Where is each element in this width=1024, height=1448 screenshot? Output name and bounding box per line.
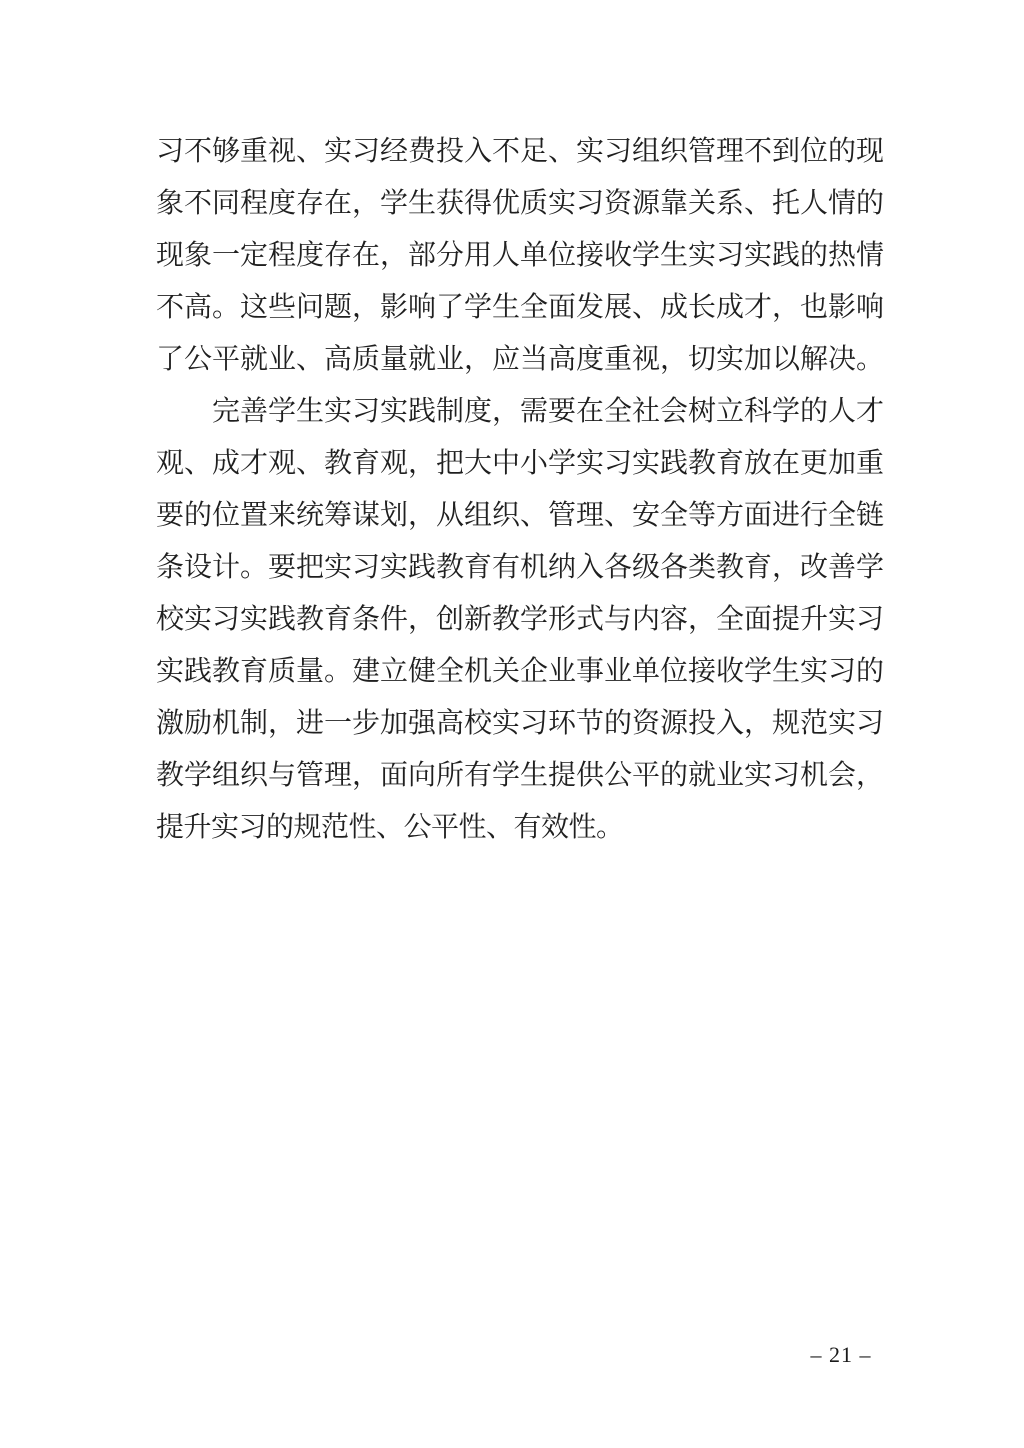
text-line: 习不够重视、实习经费投入不足、实习组织管理不到位的现	[156, 136, 885, 167]
text-line: 观、成才观、教育观，把大中小学实习实践教育放在更加重	[156, 448, 885, 479]
text-line: 激励机制，进一步加强高校实习环节的资源投入，规范实习	[156, 708, 885, 739]
page-number: – 21 –	[810, 1342, 872, 1367]
text-line: 了公平就业、高质量就业，应当高度重视，切实加以解决。	[156, 344, 885, 375]
text-line-paragraph-start: 完善学生实习实践制度，需要在全社会树立科学的人才	[212, 396, 885, 427]
text-line: 不高。这些问题，影响了学生全面发展、成长成才，也影响	[156, 292, 885, 323]
text-line: 校实习实践教育条件，创新教学形式与内容，全面提升实习	[156, 604, 885, 635]
text-line: 要的位置来统筹谋划，从组织、管理、安全等方面进行全链	[156, 500, 885, 531]
body-text	[156, 126, 884, 854]
text-line: 象不同程度存在，学生获得优质实习资源靠关系、托人情的	[156, 188, 885, 219]
text-line: 教学组织与管理，面向所有学生提供公平的就业实习机会，	[156, 760, 885, 791]
text-line-paragraph-end: 提升实习的规范性、公平性、有效性。	[156, 812, 624, 843]
text-line: 实践教育质量。建立健全机关企业事业单位接收学生实习的	[156, 656, 885, 687]
text-line: 条设计。要把实习实践教育有机纳入各级各类教育，改善学	[156, 552, 885, 583]
text-line: 现象一定程度存在，部分用人单位接收学生实习实践的热情	[156, 240, 885, 271]
